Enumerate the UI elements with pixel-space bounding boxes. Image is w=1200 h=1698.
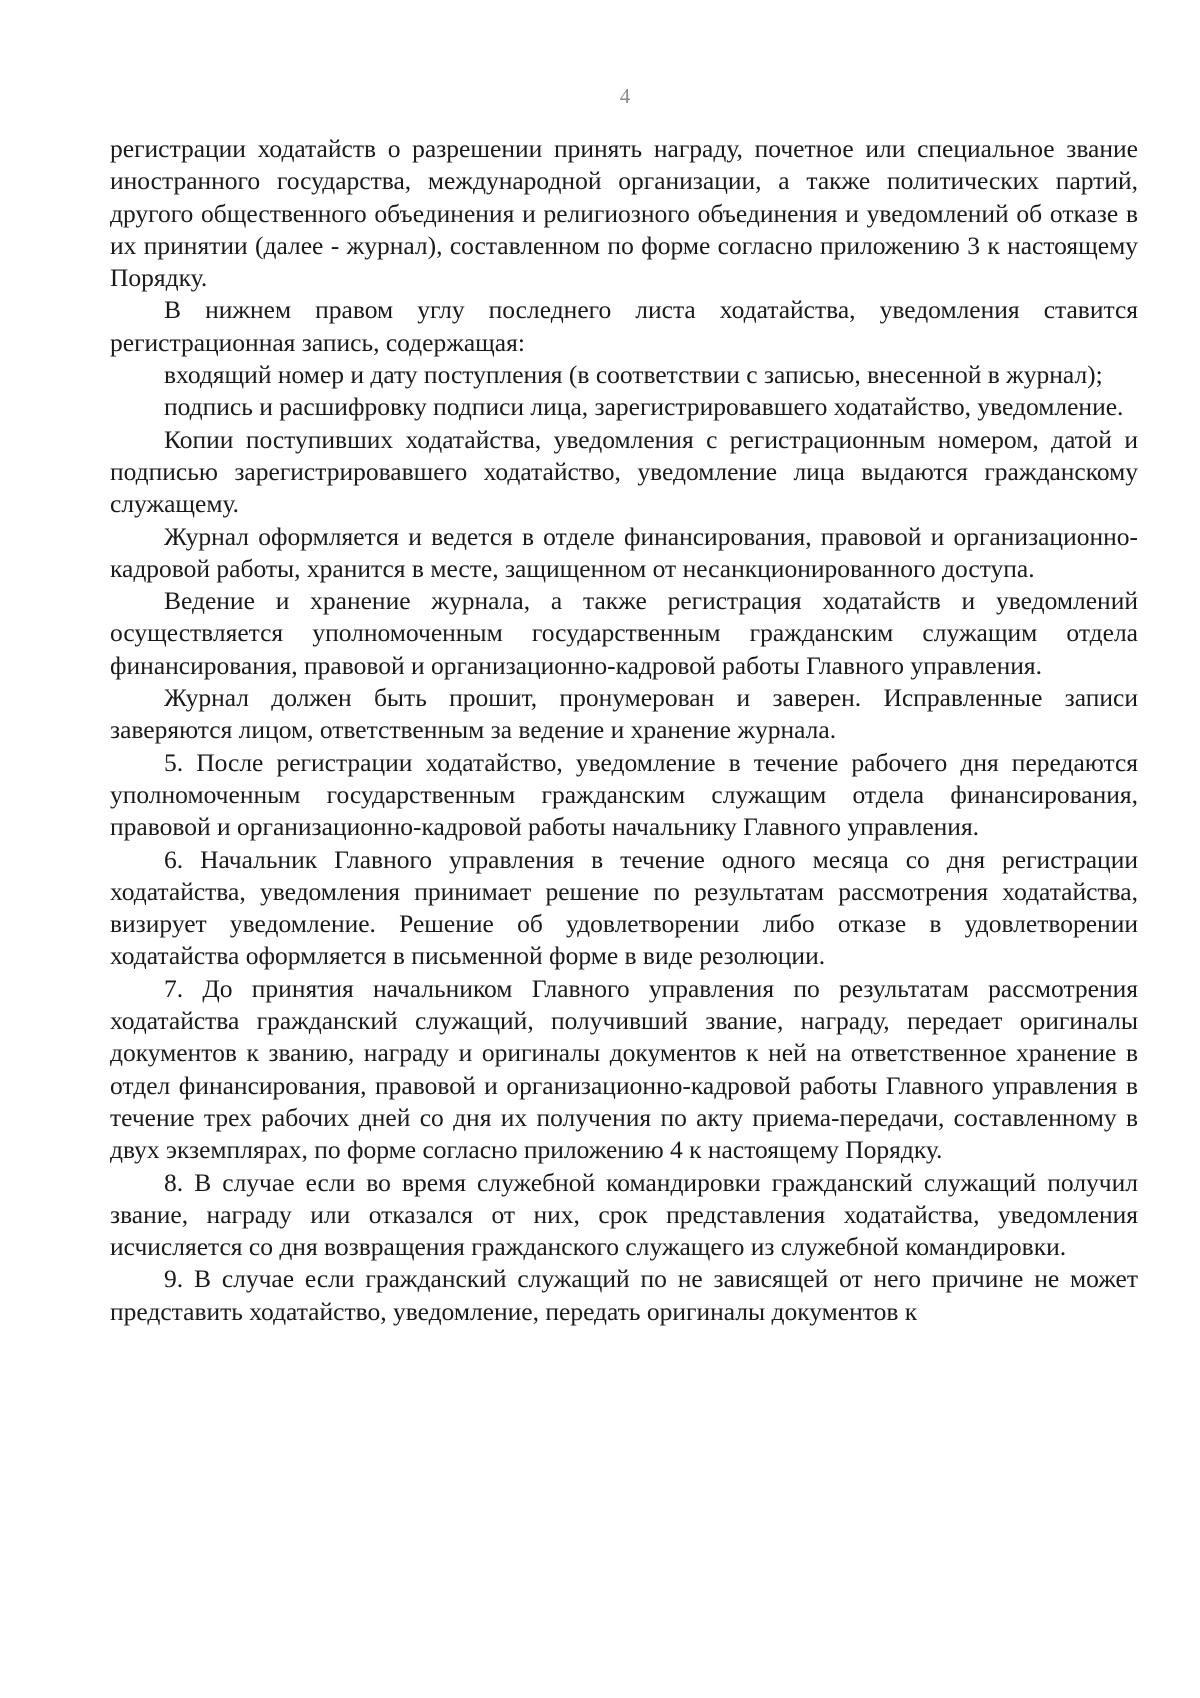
paragraph-item-6: 6. Начальник Главного управления в течение одного месяца со дня регистрации ходатайства, уведомления принимает решение по результатам рассмотрения ходатайства, визирует уведомление. Решение об удовлетворении либо отказе в удовлетворении ходатайства оформляется в письменной форме в виде резолюции. [110, 844, 1138, 971]
paragraph-journal-kept: Журнал оформляется и ведется в отделе финансирования, правовой и организационно-кадровой работы, хранится в месте, защищенном от несанкционированного доступа. [110, 521, 1138, 583]
paragraph-continuation: регистрации ходатайств о разрешении принять награду, почетное или специальное звание иностранного государства, международной организации, а также политических партий, другого общественного объединения и религиозного объединения и уведомлений об отказе в их принятии (далее - журнал), составленном по форме согласно приложению 3 к настоящему Порядку. [110, 134, 1138, 293]
page-number: 4 [619, 84, 631, 108]
paragraph-journal-bound: Журнал должен быть прошит, пронумерован и заверен. Исправленные записи заверяются лицом, ответственным за ведение и хранение журнала. [110, 683, 1138, 745]
paragraph-copies: Копии поступивших ходатайства, уведомления с регистрационным номером, датой и подписью зарегистрировавшего ходатайство, уведомление лица выдаются гражданскому служащему. [110, 424, 1138, 519]
paragraph-registration-entry: В нижнем правом углу последнего листа ходатайства, уведомления ставится регистрационная запись, содержащая: [110, 295, 1138, 357]
document-body [110, 133, 1138, 1328]
paragraph-item-5: 5. После регистрации ходатайство, уведомление в течение рабочего дня передаются уполномоченным государственным гражданским служащим отдела финансирования, правовой и организационно-кадровой работы начальнику Главного управления. [110, 747, 1138, 842]
paragraph-incoming-number: входящий номер и дату поступления (в соответствии с записью, внесенной в журнал); [164, 360, 1103, 390]
paragraph-item-9: 9. В случае если гражданский служащий по не зависящей от него причине не может представить ходатайство, уведомление, передать оригиналы документов к [110, 1264, 1138, 1326]
paragraph-item-7: 7. До принятия начальником Главного управления по результатам рассмотрения ходатайства гражданский служащий, получивший звание, награду, передает оригиналы документов к званию, награду и оригиналы документов к ней на ответственное хранение в отдел финансирования, правовой и организационно-кадровой работы Главного управления в течение трех рабочих дней со дня их получения по акту приема-передачи, составленному в двух экземплярах, по форме согласно приложению 4 к настоящему Порядку. [110, 973, 1138, 1165]
paragraph-journal-maintenance: Ведение и хранение журнала, а также регистрация ходатайств и уведомлений осуществляется уполномоченным государственным гражданским служащим отдела финансирования, правовой и организационно-кадровой работы Главного управления. [110, 586, 1138, 680]
paragraph-signature: подпись и расшифровку подписи лица, зарегистрировавшего ходатайство, уведомление. [164, 392, 1124, 422]
paragraph-item-8: 8. В случае если во время служебной командировки гражданский служащий получил звание, награду или отказался от них, срок представления ходатайства, уведомления исчисляется со дня возвращения гражданского служащего из служебной командировки. [110, 1167, 1138, 1262]
